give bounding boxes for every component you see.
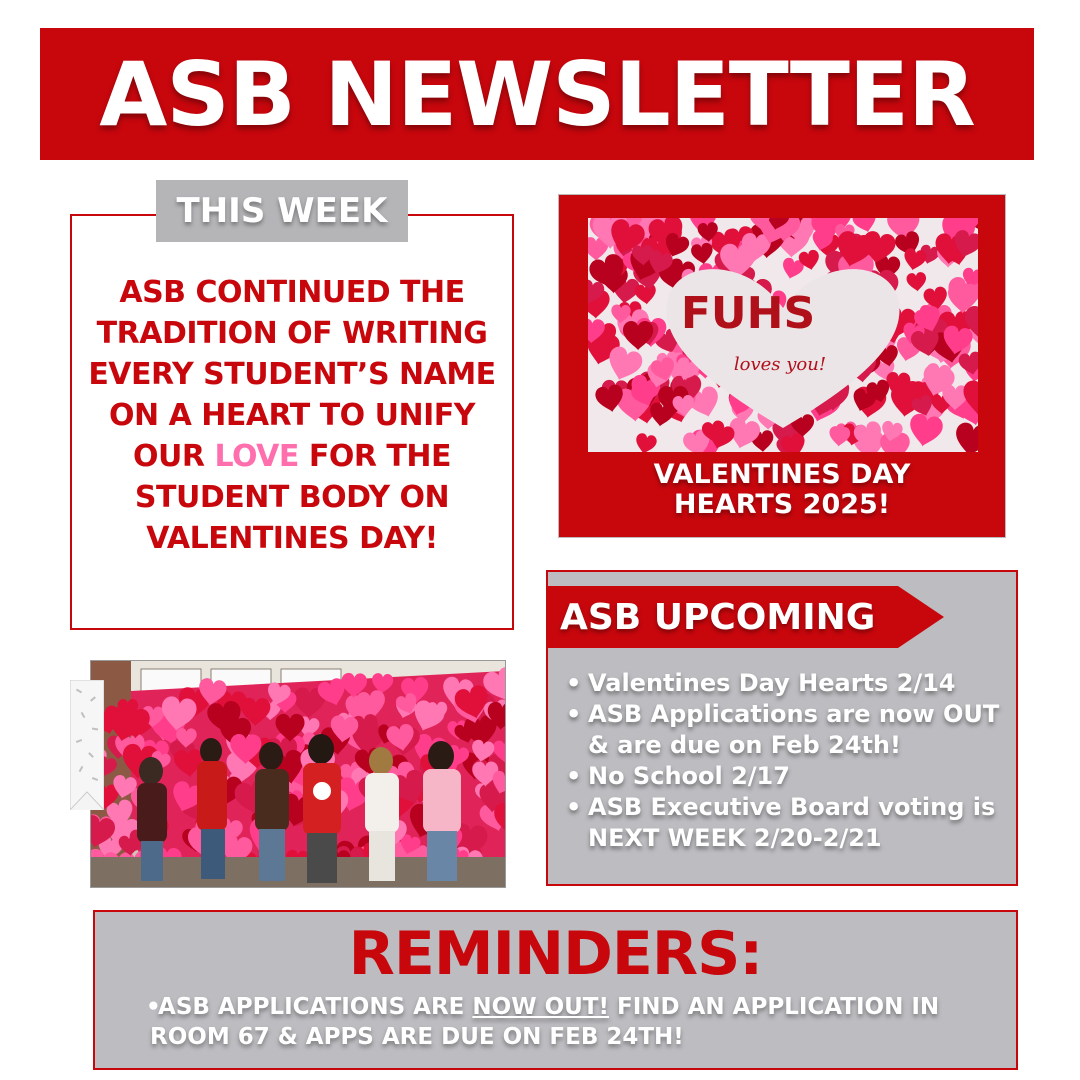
hearts-board-photo (588, 218, 978, 452)
reminder-text-start: ASB APPLICATIONS ARE (158, 994, 473, 1020)
board-title: FUHS (680, 288, 816, 339)
students-image (91, 661, 505, 887)
love-highlight: LOVE (214, 439, 299, 474)
list-item: • No School 2/17 (566, 761, 1012, 792)
this-week-text-end: FOR THE STUDENT BODY ON VALENTINES DAY! (134, 439, 451, 556)
students-photo (90, 660, 506, 888)
bullet-icon: • (146, 994, 161, 1020)
newsletter-title: ASB NEWSLETTER (99, 42, 975, 146)
list-item: • Valentines Day Hearts 2/14 (566, 668, 1012, 699)
reminder-text-end: FIND AN APPLICATION IN ROOM 67 & APPS ARE DUE ON FEB 24TH! (150, 994, 940, 1050)
list-item: • ASB Executive Board voting is NEXT WEEK 2/20-2/21 (566, 792, 1012, 854)
upcoming-list (566, 668, 1012, 854)
reminders-title: REMINDERS: (348, 919, 763, 989)
photo-caption (558, 460, 1006, 520)
list-item: • ASB Applications are now OUT & are due on Feb 24th! (566, 699, 1012, 761)
ribbon-icon (70, 680, 104, 810)
reminders-text (150, 992, 990, 1052)
caption-line-1: VALENTINES DAY (653, 459, 911, 490)
header-banner (40, 28, 1034, 160)
decorative-ribbon (70, 680, 104, 810)
this-week-text (84, 272, 500, 559)
reminder-underline: NOW OUT! (472, 994, 609, 1020)
this-week-text-start: ASB CONTINUED THE TRADITION OF WRITING EVERY STUDENT’S NAME ON A HEART TO UNIFY OUR (88, 275, 496, 474)
board-subtitle: loves you! (733, 354, 827, 375)
upcoming-title: ASB UPCOMING (560, 596, 876, 638)
this-week-label: THIS WEEK (176, 191, 388, 231)
caption-line-2: HEARTS 2025! (673, 489, 891, 520)
hearts-board-image (588, 218, 978, 452)
arrow-icon (898, 586, 944, 648)
this-week-tag (156, 180, 408, 242)
